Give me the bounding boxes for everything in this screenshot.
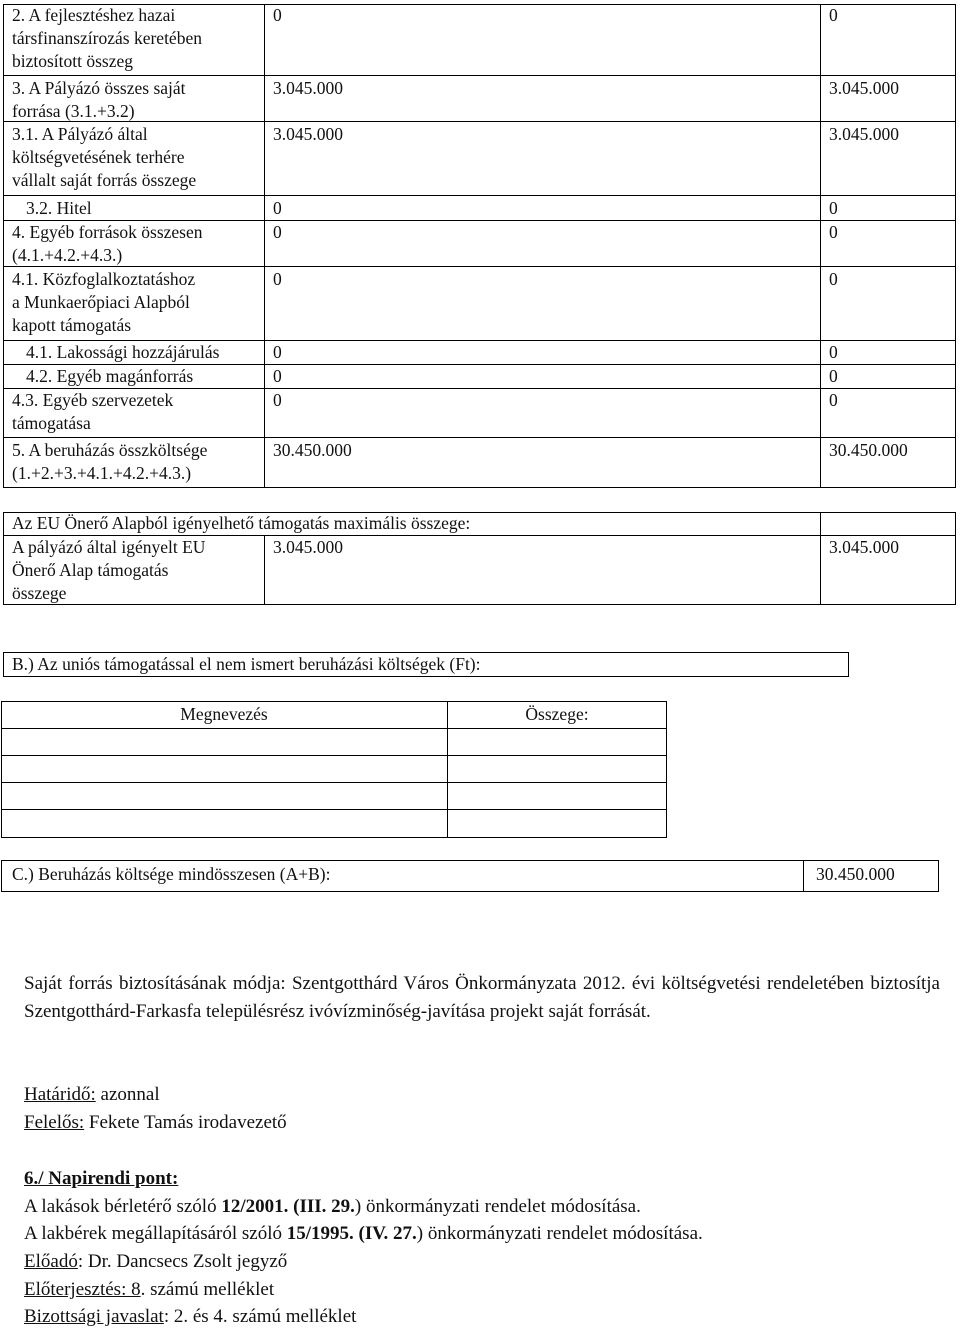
table-row-value-2: 3.045.000 — [829, 124, 899, 144]
agenda-line-2 — [24, 1220, 703, 1248]
eu-table-heading: Az EU Önerő Alapból igényelhető támogatás maximális összege: — [12, 513, 471, 533]
funding-table-divider — [820, 4, 821, 488]
table-row-value-2: 0 — [829, 342, 838, 362]
row-separator — [1, 728, 667, 729]
eu-table-label: A pályázó által igényelt EU Önerő Alap támogatás összege — [12, 537, 206, 603]
table-row-value-1: 0 — [273, 390, 282, 410]
committee-value: : 2. és 4. számú melléklet — [163, 1306, 357, 1327]
table-row-label: 4.2. Egyéb magánforrás — [26, 366, 194, 386]
row-separator — [3, 437, 956, 438]
agenda-line-2-text: A lakbérek megállapításáról szóló — [24, 1223, 287, 1244]
table-row-value-1: 0 — [273, 342, 282, 362]
committee-line — [24, 1303, 356, 1331]
table-row-label: 4.1. Lakossági hozzájárulás — [26, 342, 220, 362]
presenter-value: : Dr. Dancsecs Zsolt jegyző — [77, 1251, 288, 1272]
table-row-value-2: 0 — [829, 390, 838, 410]
row-separator — [1, 782, 667, 783]
table-row-value-1: 0 — [273, 222, 282, 242]
table-row-value-2: 30.450.000 — [829, 440, 908, 460]
total-cost-value: 30.450.000 — [816, 864, 895, 884]
agenda-line-1-suffix: ) önkormányzati rendelet módosítása. — [354, 1196, 641, 1217]
column-header-amount: Összege: — [525, 704, 589, 724]
row-separator — [3, 75, 956, 76]
table-row-value-2: 0 — [829, 269, 838, 289]
row-separator — [3, 195, 956, 196]
table-row-value-1: 30.450.000 — [273, 440, 352, 460]
row-separator — [1, 809, 667, 810]
table-row-label: 4.1. Közfoglalkoztatáshoz a Munkaerőpiaci Alapból kapott támogatás — [12, 269, 196, 335]
row-separator — [3, 121, 956, 122]
proposal-value: . számú melléklet — [140, 1279, 275, 1300]
table-row-label: 3.1. A Pályázó által költségvetésének terhére vállalt saját forrás összege — [12, 124, 197, 190]
total-cost-label: C.) Beruházás költsége mindösszesen (A+B): — [12, 864, 331, 884]
column-header-name: Megnevezés — [180, 704, 268, 724]
section-b-title: B.) Az uniós támogatással el nem ismert beruházási költségek (Ft): — [12, 654, 481, 674]
presenter-label: Előadó — [24, 1251, 78, 1272]
column-divider — [820, 512, 821, 605]
agenda-line-1-text: A lakások bérletérő szóló — [24, 1196, 222, 1217]
table-row-label: 4.3. Egyéb szervezetek támogatása — [12, 390, 174, 433]
table-row-value-1: 0 — [273, 198, 282, 218]
table-row-value-1: 0 — [273, 5, 282, 25]
table-row-label: 4. Egyéb források összesen (4.1.+4.2.+4.3.) — [12, 222, 203, 265]
responsible-label: Felelős: — [24, 1112, 85, 1133]
table-row-label: 5. A beruházás összköltsége (1.+2.+3.+4.1.+4.2.+4.3.) — [12, 440, 208, 483]
table-row-label: 3.2. Hitel — [26, 198, 92, 218]
table-row-value-2: 3.045.000 — [829, 78, 899, 98]
decree-reference: 12/2001. (III. 29. — [221, 1196, 355, 1217]
deadline-label: Határidő: — [24, 1084, 96, 1105]
column-divider — [264, 535, 265, 605]
presenter-line — [24, 1248, 287, 1276]
proposal-line — [24, 1276, 274, 1304]
decree-reference: 15/1995. (IV. 27. — [286, 1223, 417, 1244]
agenda-heading: 6./ Napirendi pont: — [24, 1168, 179, 1189]
proposal-label: Előterjesztés: 8 — [24, 1279, 141, 1300]
eu-table-value-2: 3.045.000 — [829, 537, 899, 557]
own-source-paragraph: Saját forrás biztosításának módja: Szentgotthárd Város Önkormányzata 2012. évi költségvetési rendeletében biztosítja Szentgotthárd-Farkasfa településrész ivóvízminőség-javítása projekt saját forrását. — [24, 973, 940, 1022]
deadline-line — [24, 1081, 160, 1109]
table-row-label: 2. A fejlesztéshez hazai társfinanszírozás keretében biztosított összeg — [12, 5, 202, 71]
agenda-line-1 — [24, 1193, 641, 1221]
table-row-label: 3. A Pályázó összes saját forrása (3.1.+3.2) — [12, 78, 186, 121]
row-separator — [1, 755, 667, 756]
table-row-value-2: 0 — [829, 5, 838, 25]
deadline-value: azonnal — [95, 1084, 160, 1105]
table-row-value-2: 0 — [829, 366, 838, 386]
table-row-value-2: 0 — [829, 222, 838, 242]
funding-table-divider — [264, 4, 265, 488]
row-separator — [3, 266, 956, 267]
eu-table-value-1: 3.045.000 — [273, 537, 343, 557]
committee-label: Bizottsági javaslat — [24, 1306, 164, 1327]
responsible-line — [24, 1109, 287, 1137]
responsible-value: Fekete Tamás irodavezető — [84, 1112, 287, 1133]
table-row-value-2: 0 — [829, 198, 838, 218]
table-row-value-1: 3.045.000 — [273, 124, 343, 144]
table-row-value-1: 0 — [273, 366, 282, 386]
table-row-value-1: 3.045.000 — [273, 78, 343, 98]
agenda-line-2-suffix: ) önkormányzati rendelet módosítása. — [416, 1223, 703, 1244]
column-divider — [803, 860, 804, 892]
table-row-value-1: 0 — [273, 269, 282, 289]
